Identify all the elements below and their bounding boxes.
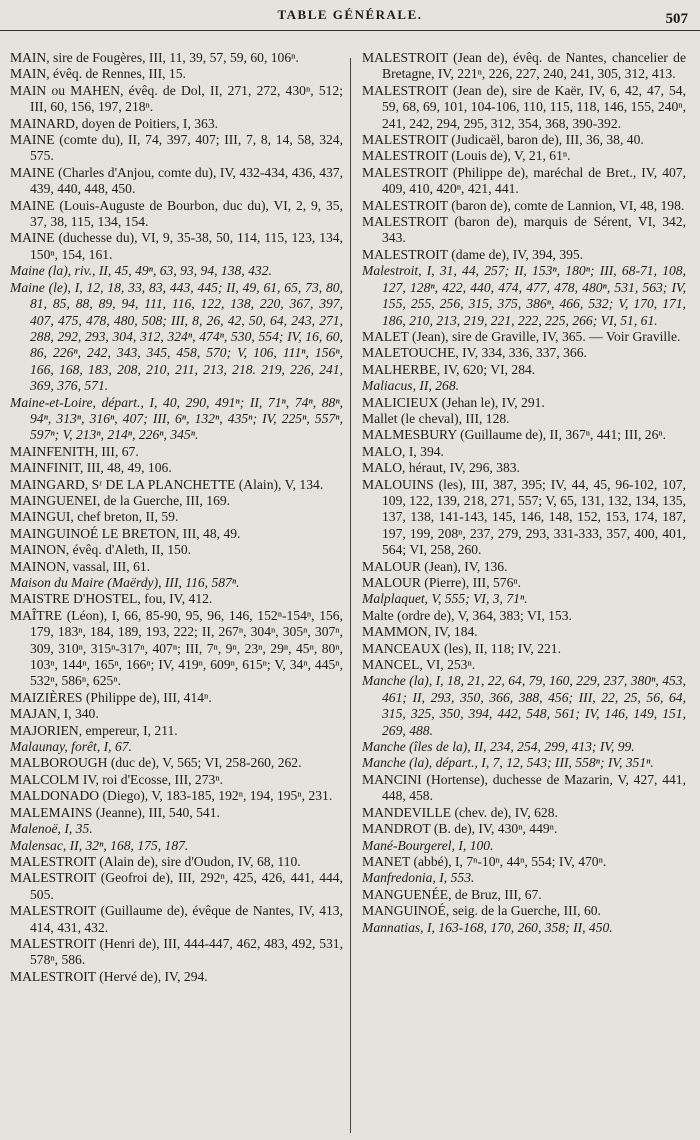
index-entry: MANGUINOÉ, seig. de la Guerche, III, 60. bbox=[362, 903, 601, 919]
index-entry: Mané-Bourgerel, I, 100. bbox=[362, 837, 494, 853]
index-entry: MAINFENITH, III, 67. bbox=[10, 443, 139, 459]
index-entry: MALESTROIT (Jean de), évêq. de Nantes, chancelier de Bretagne, IV, 221ⁿ, 226, 227, 240, 241, 305, 312, 413. bbox=[362, 50, 686, 82]
index-entry: MAJORIEN, empereur, I, 211. bbox=[10, 722, 178, 738]
index-entry: MANET (abbé), I, 7ⁿ-10ⁿ, 44ⁿ, 554; IV, 470ⁿ. bbox=[362, 853, 607, 869]
index-entry: MAINON, évêq. d'Aleth, II, 150. bbox=[10, 542, 192, 558]
index-entry: MALETOUCHE, IV, 334, 336, 337, 366. bbox=[362, 345, 587, 361]
index-entry: MAINGUINOÉ LE BRETON, III, 48, 49. bbox=[10, 525, 241, 541]
index-entry: MALCOLM IV, roi d'Ecosse, III, 273ⁿ. bbox=[10, 771, 224, 787]
index-entry: Manche (la), I, 18, 21, 22, 64, 79, 160, 229, 237, 380ⁿ, 453, 461; II, 293, 350, 366, 388, 456; III, 22, 25, 56, 64, 315, 325, 350, 394, 442, 548, 561; IV, 146, 149, 151, 269, 488. bbox=[362, 673, 686, 738]
index-entry: MAINE (comte du), II, 74, 397, 407; III, 7, 8, 14, 58, 324, 575. bbox=[10, 132, 343, 164]
index-entry: Maison du Maire (Maërdy), III, 116, 587ⁿ. bbox=[10, 575, 240, 590]
index-entry: MANDEVILLE (chev. de), IV, 628. bbox=[362, 804, 558, 820]
index-entry: MAIN ou MAHEN, évêq. de Dol, II, 271, 272, 430ⁿ, 512; III, 60, 156, 197, 218ⁿ. bbox=[10, 82, 343, 115]
index-entry: Manfredonia, I, 553. bbox=[362, 870, 475, 886]
index-entry: MALEMAINS (Jeanne), III, 540, 541. bbox=[10, 804, 220, 820]
index-entry: MALESTROIT (Judicaël, baron de), III, 36, 38, 40. bbox=[362, 132, 644, 148]
index-entry: MALOUR (Pierre), III, 576ⁿ. bbox=[362, 575, 522, 590]
index-entry: MALESTROIT (Henri de), III, 444-447, 462, 483, 492, 531, 578ⁿ, 586. bbox=[10, 935, 343, 968]
index-entry: Malensac, II, 32ⁿ, 168, 175, 187. bbox=[10, 837, 189, 853]
page-title: TABLE GÉNÉRALE. bbox=[277, 7, 423, 22]
index-entry: MANGUENÉE, de Bruz, III, 67. bbox=[362, 886, 542, 902]
index-entry: MANCINI (Hortense), duchesse de Mazarin, V, 427, 441, 448, 458. bbox=[362, 771, 686, 804]
index-entry: MAINE (Charles d'Anjou, comte du), IV, 432-434, 436, 437, 439, 440, 448, 450. bbox=[10, 164, 343, 197]
index-entry: MAINE (Louis-Auguste de Bourbon, duc du), VI, 2, 9, 35, 37, 38, 115, 134, 154. bbox=[10, 197, 343, 230]
index-entry: Malenoë, I, 35. bbox=[10, 821, 93, 837]
index-entry: MAIZIÈRES (Philippe de), III, 414ⁿ. bbox=[10, 689, 212, 705]
index-entry: MALESTROIT (dame de), IV, 394, 395. bbox=[362, 246, 584, 262]
running-header bbox=[0, 0, 700, 31]
index-entry: MANDROT (B. de), IV, 430ⁿ, 449ⁿ. bbox=[362, 821, 558, 837]
index-entry: MALO, I, 394. bbox=[362, 443, 444, 459]
index-entry: MAINGUI, chef breton, II, 59. bbox=[10, 509, 179, 525]
index-entry: MALET (Jean), sire de Graville, IV, 365. — Voir Graville. bbox=[362, 328, 681, 344]
index-entry: MAÎTRE (Léon), I, 66, 85-90, 95, 96, 146, 152ⁿ-154ⁿ, 156, 179, 183ⁿ, 184, 189, 193, 222; II, 267ⁿ, 304ⁿ, 305ⁿ, 307ⁿ, 309, 310ⁿ, 315ⁿ-317ⁿ, 407ⁿ; III, 7ⁿ, 9ⁿ, 23ⁿ, 29ⁿ, 45ⁿ, 80ⁿ, 103ⁿ, 144ⁿ, 165ⁿ, 166ⁿ; IV, 419ⁿ, 609ⁿ, 615ⁿ; V, 34ⁿ, 445ⁿ, 532ⁿ, 586ⁿ, 625ⁿ. bbox=[10, 607, 343, 689]
index-entry: Manche (îles de la), II, 234, 254, 299, 413; IV, 99. bbox=[362, 739, 635, 755]
index-entry: MALESTROIT (Philippe de), maréchal de Bret., IV, 407, 409, 410, 420ⁿ, 421, 441. bbox=[362, 164, 686, 197]
index-entry: MALICIEUX (Jehan le), IV, 291. bbox=[362, 394, 545, 410]
index-entry: MALOUINS (les), III, 387, 395; IV, 44, 45, 96-102, 107, 109, 122, 139, 218, 271, 557; V, 65, 131, 132, 134, 135, 137, 138, 141-143, 145, 146, 148, 152, 153, 174, 187, 197, 199, 208ⁿ, 237, 279, 293, 331-333, 357, 400, 401, 564; VI, 258, 260. bbox=[362, 476, 686, 558]
index-entry: MALESTROIT (Hervé de), IV, 294. bbox=[10, 968, 208, 984]
index-entry: Manche (la), départ., I, 7, 12, 543; III, 558ⁿ; IV, 351ⁿ. bbox=[362, 755, 654, 771]
index-entry: MAIN, évêq. de Rennes, III, 15. bbox=[10, 66, 186, 82]
index-entry: MALO, héraut, IV, 296, 383. bbox=[362, 460, 520, 476]
index-entry: Maliacus, II, 268. bbox=[362, 378, 460, 394]
column-divider bbox=[350, 58, 351, 1133]
index-entry: Maine (le), I, 12, 18, 33, 83, 443, 445; II, 49, 61, 65, 73, 80, 81, 85, 88, 89, 94, 111, 116, 122, 138, 220, 367, 397, 407, 475, 478, 480, 508; III, 8, 26, 42, 50, 64, 243, 271, 288, 292, 293, 304, 312, 324ⁿ, 474ⁿ, 530, 554; IV, 16, 60, 86, 226ⁿ, 242, 343, 345, 458, 570; V, 106, 111ⁿ, 156ⁿ, 166, 168, 183, 208, 210, 211, 213, 218. 219, 226, 241, 369, 376, 571. bbox=[10, 279, 343, 394]
index-entry: MALESTROIT (Louis de), V, 21, 61ⁿ. bbox=[362, 148, 571, 164]
index-entry: MAINFINIT, III, 48, 49, 106. bbox=[10, 460, 172, 476]
index-entry: Mallet (le cheval), III, 128. bbox=[362, 410, 510, 426]
index-entry: MALESTROIT (Jean de), sire de Kaër, IV, 6, 42, 47, 54, 59, 68, 69, 101, 104-106, 110, 115, 118, 146, 155, 240ⁿ, 241, 242, 294, 295, 312, 354, 368, 390-392. bbox=[362, 82, 686, 131]
index-entry: MALESTROIT (Guillaume de), évêque de Nantes, IV, 413, 414, 431, 432. bbox=[10, 903, 343, 935]
index-column-right bbox=[362, 50, 686, 936]
index-entry: Mannatias, I, 163-168, 170, 260, 358; II, 450. bbox=[362, 919, 613, 935]
index-entry: MAMMON, IV, 184. bbox=[362, 624, 478, 640]
index-entry: MALESTROIT (Alain de), sire d'Oudon, IV, 68, 110. bbox=[10, 853, 301, 869]
index-entry: MALHERBE, IV, 620; VI, 284. bbox=[362, 361, 536, 377]
index-entry: MANCEL, VI, 253ⁿ. bbox=[362, 657, 476, 673]
index-entry: Malaunay, forêt, I, 67. bbox=[10, 739, 132, 755]
index-entry: MANCEAUX (les), II, 118; IV, 221. bbox=[362, 640, 561, 656]
index-entry: MAINGARD, Sʳ DE LA PLANCHETTE (Alain), V, 134. bbox=[10, 476, 324, 492]
index-entry: Maine-et-Loire, départ., I, 40, 290, 491ⁿ; II, 71ⁿ, 74ⁿ, 88ⁿ, 94ⁿ, 313ⁿ, 316ⁿ, 407; III, 6ⁿ, 132ⁿ, 435ⁿ; IV, 225ⁿ, 557ⁿ, 597ⁿ; V, 213ⁿ, 214ⁿ, 226ⁿ, 345ⁿ. bbox=[10, 394, 343, 443]
index-entry: MALESTROIT (baron de), marquis de Sérent, VI, 342, 343. bbox=[362, 214, 686, 246]
index-entry: MALESTROIT (Geofroi de), III, 292ⁿ, 425, 426, 441, 444, 505. bbox=[10, 870, 343, 902]
index-entry: MAINE (duchesse du), VI, 9, 35-38, 50, 114, 115, 123, 134, 150ⁿ, 154, 161. bbox=[10, 230, 343, 262]
index-entry: Malte (ordre de), V, 364, 383; VI, 153. bbox=[362, 607, 572, 623]
index-entry: MALESTROIT (baron de), comte de Lannion, VI, 48, 198. bbox=[362, 197, 685, 213]
index-entry: MALDONADO (Diego), V, 183-185, 192ⁿ, 194, 195ⁿ, 231. bbox=[10, 788, 333, 804]
index-entry: Maine (la), riv., II, 45, 49ⁿ, 63, 93, 94, 138, 432. bbox=[10, 263, 272, 279]
index-entry: MALBOROUGH (duc de), V, 565; VI, 258-260, 262. bbox=[10, 755, 302, 771]
index-entry: MAJAN, I, 340. bbox=[10, 706, 99, 722]
index-entry: MALOUR (Jean), IV, 136. bbox=[362, 558, 508, 574]
index-entry: MAIN, sire de Fougères, III, 11, 39, 57, 59, 60, 106ⁿ. bbox=[10, 50, 299, 65]
index-entry: MAINARD, doyen de Poitiers, I, 363. bbox=[10, 115, 219, 131]
index-entry: MAINON, vassal, III, 61. bbox=[10, 558, 151, 574]
page-number: 507 bbox=[665, 11, 688, 27]
index-entry: Malestroit, I, 31, 44, 257; II, 153ⁿ, 180ⁿ; III, 68-71, 108, 127, 128ⁿ, 422, 440, 474, 477, 478, 480ⁿ, 531, 563; IV, 155, 255, 256, 315, 375, 386ⁿ, 466, 532; V, 170, 171, 186, 210, 213, 219, 221, 222, 225, 266; VI, 51, 61. bbox=[362, 263, 686, 328]
index-column-left bbox=[10, 50, 343, 985]
index-entry: MALMESBURY (Guillaume de), II, 367ⁿ, 441; III, 26ⁿ. bbox=[362, 427, 667, 443]
index-entry: MAINGUENEI, de la Guerche, III, 169. bbox=[10, 492, 231, 508]
index-entry: Malplaquet, V, 555; VI, 3, 71ⁿ. bbox=[362, 591, 528, 607]
index-entry: MAISTRE D'HOSTEL, fou, IV, 412. bbox=[10, 591, 213, 607]
